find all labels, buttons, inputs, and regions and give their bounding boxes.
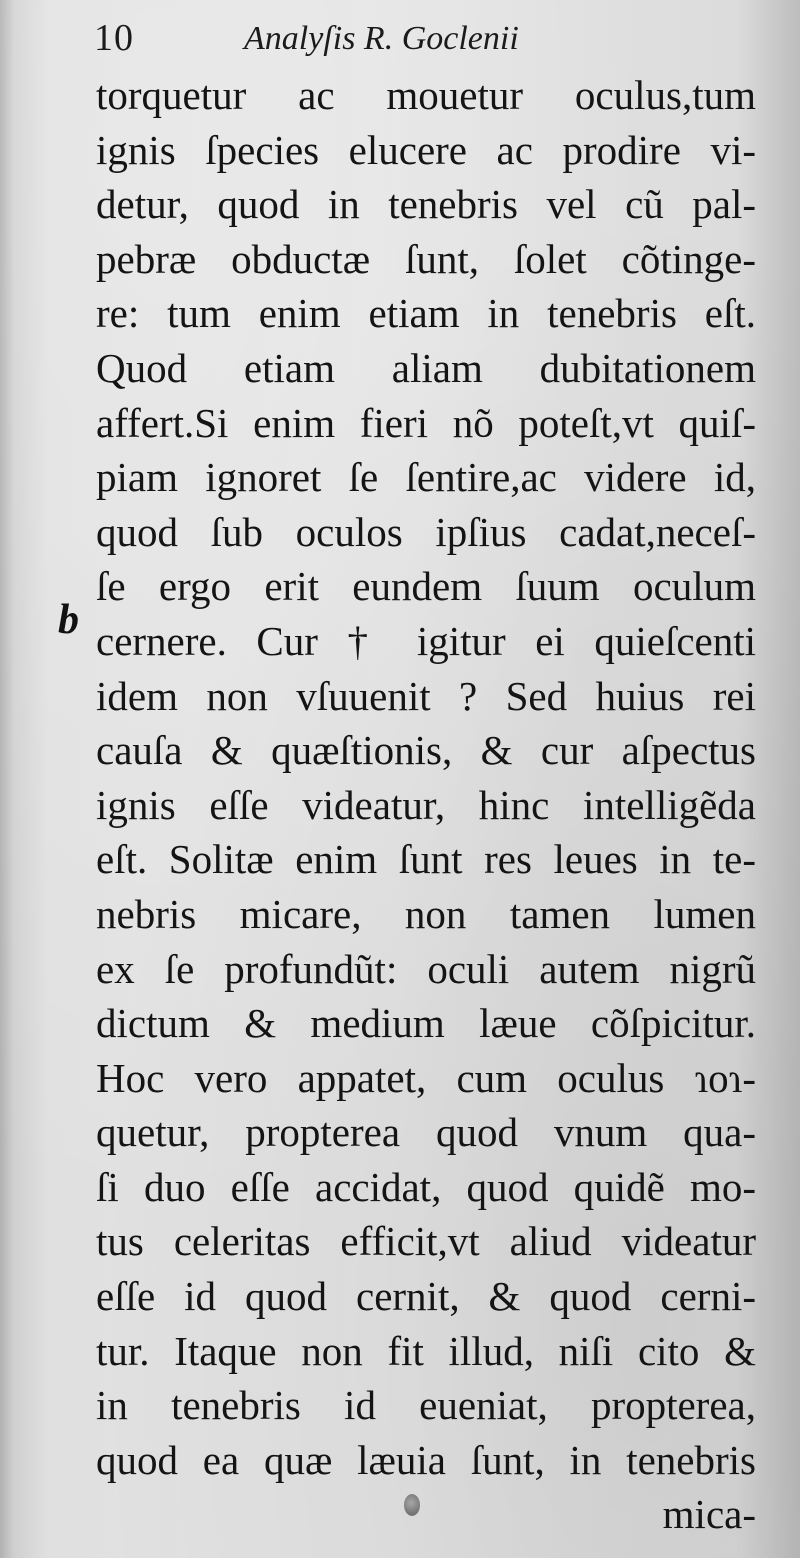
running-head: Analyſis R. Goclenii bbox=[244, 20, 519, 57]
text-line: tus celeritas efficit,vt aliud videatur bbox=[96, 1218, 756, 1265]
text-line: ignis ſpecies elucere ac prodire vi- bbox=[96, 126, 756, 173]
text-line: nebris micare, non tamen lumen bbox=[96, 890, 756, 937]
text-line: eſt. Solitæ enim ſunt res leues in te- bbox=[96, 836, 756, 883]
text-line: Quod etiam aliam dubitationem bbox=[96, 344, 756, 391]
text-line: quetur, propterea quod vnum qua- bbox=[96, 1109, 756, 1156]
text-line: ſe ergo erit eundem ſuum oculum bbox=[96, 563, 756, 610]
text-line: quod ſub oculos ipſius cadat,neceſ- bbox=[96, 508, 756, 555]
text-line: in tenebris id eueniat, propterea, bbox=[96, 1382, 756, 1429]
text-line: cauſa & quæſtionis, & cur aſpectus bbox=[96, 727, 756, 774]
text-line: idem non vſuuenit ? Sed huius rei bbox=[96, 672, 756, 719]
text-line: torquetur ac mouetur oculus,tum bbox=[96, 72, 756, 118]
body-text bbox=[96, 68, 756, 1542]
text-line: ex ſe profundũt: oculi autem nigrũ bbox=[96, 945, 756, 992]
page-header bbox=[94, 14, 754, 64]
text-line: detur, quod in tenebris vel cũ pal- bbox=[96, 181, 756, 228]
catchword: mica- bbox=[662, 1491, 756, 1538]
text-line: pebræ obductæ ſunt, ſolet cõtinge- bbox=[96, 235, 756, 282]
text-line: cernere. Cur † igitur ei quieſcenti bbox=[96, 617, 756, 664]
text-line: dictum & medium læue cõſpicitur. bbox=[96, 1000, 756, 1047]
text-line: tur. Itaque non fit illud, niſi cito & bbox=[96, 1327, 756, 1374]
text-line: quod ea quæ læuia ſunt, in tenebris bbox=[96, 1436, 756, 1483]
text-line: ignis eſſe videatur, hinc intelligẽda bbox=[96, 781, 756, 828]
text-line: piam ignoret ſe ſentire,ac videre id, bbox=[96, 454, 756, 501]
text-line: eſſe id quod cernit, & quod cerni- bbox=[96, 1273, 756, 1320]
page-number: 10 bbox=[94, 17, 134, 59]
text-line: ſi duo eſſe accidat, quod quidẽ mo- bbox=[96, 1163, 756, 1210]
ink-dot-decoration bbox=[404, 1494, 420, 1516]
page-gutter-shadow bbox=[0, 0, 14, 1558]
margin-note: b bbox=[58, 597, 79, 643]
text-line: re: tum enim etiam in tenebris eſt. bbox=[96, 290, 756, 337]
text-line: Hoc vero appatet, cum oculus ɿoɿ- bbox=[96, 1054, 756, 1101]
text-line: affert.Si enim fieri nõ poteſt,vt quiſ- bbox=[96, 399, 756, 446]
